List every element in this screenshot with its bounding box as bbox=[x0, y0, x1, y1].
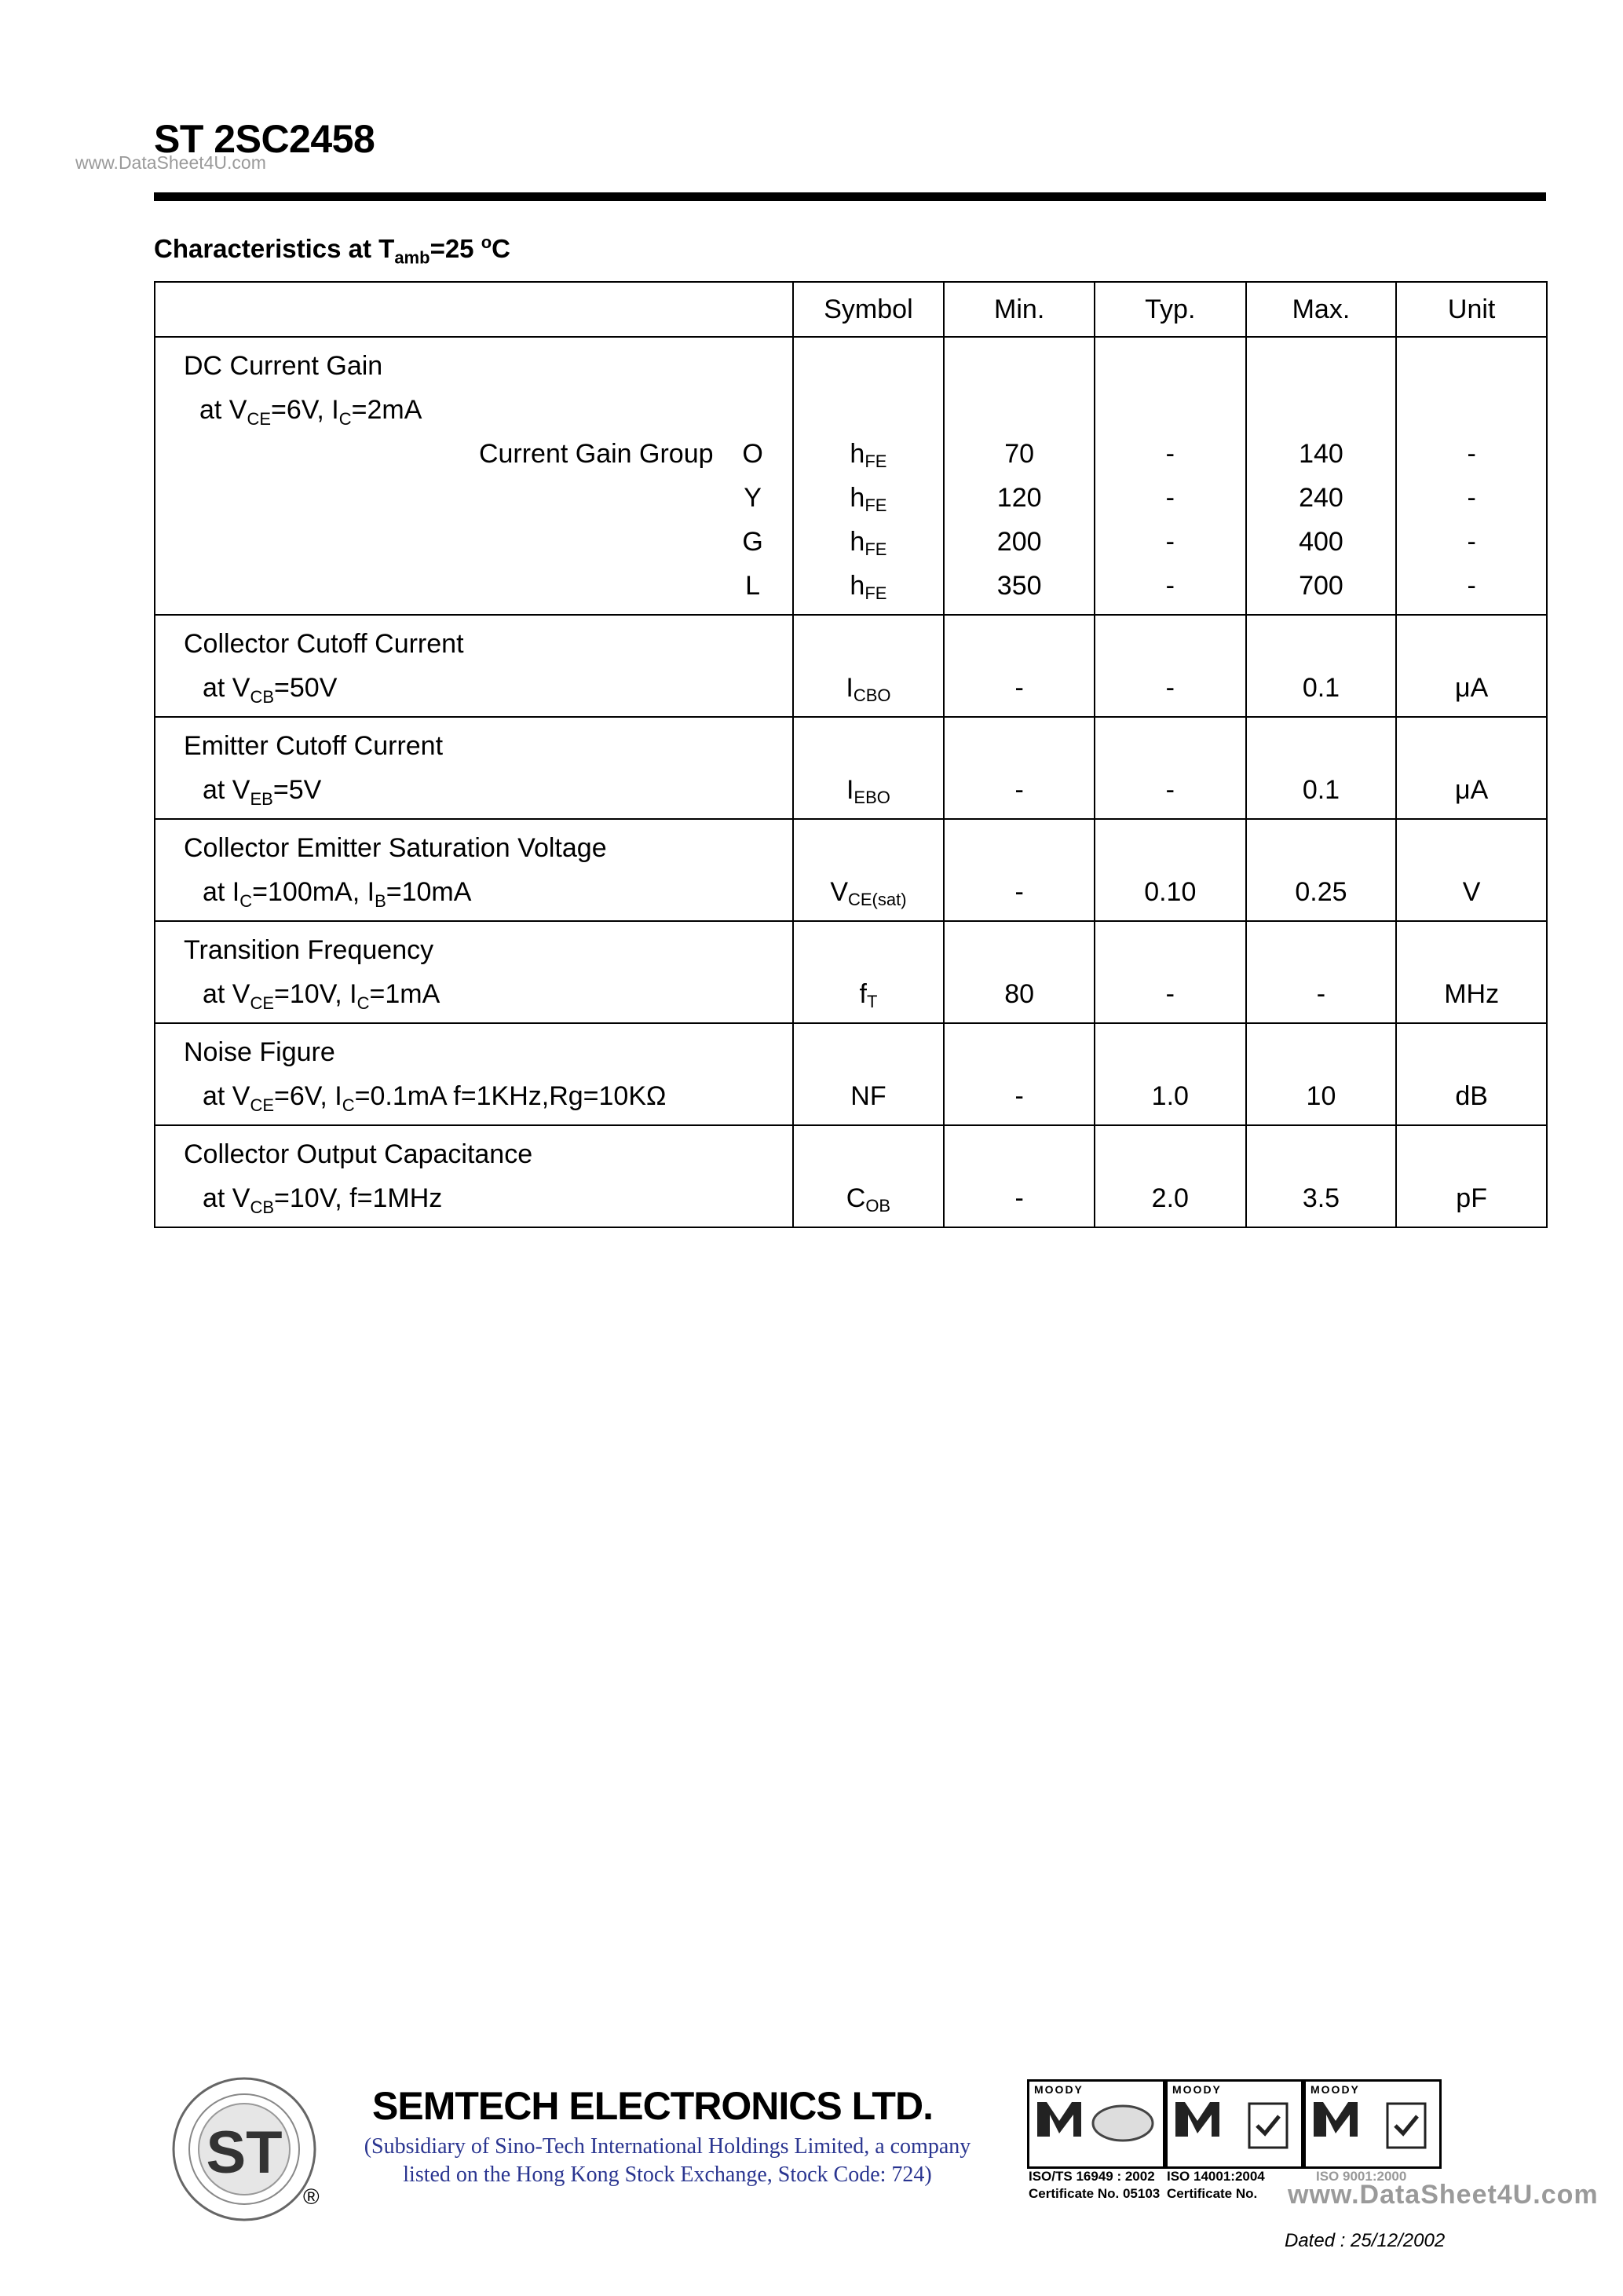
parameter-cell bbox=[155, 1125, 793, 1227]
unit-cell: - - - - bbox=[1396, 337, 1547, 615]
header-max: Max. bbox=[1246, 282, 1397, 337]
cert-caption: ISO/TS 16949 : 2002 bbox=[1029, 2169, 1155, 2184]
typ-cell: - bbox=[1095, 615, 1246, 717]
symbol-cell: ICBO bbox=[793, 615, 945, 717]
parameter-title: Transition Frequency bbox=[184, 935, 434, 965]
cert-caption: Certificate No. 05103 bbox=[1029, 2186, 1161, 2201]
moody-m-icon bbox=[1312, 2099, 1359, 2138]
min-cell: - bbox=[944, 1023, 1095, 1125]
gain-group-row bbox=[184, 476, 792, 520]
gain-group-letter: O bbox=[742, 439, 763, 469]
parameter-cell bbox=[155, 337, 793, 615]
symbol-cell: hFE hFE hFE hFE bbox=[793, 337, 945, 615]
characteristics-table bbox=[154, 281, 1548, 1228]
dated-text: Dated : 25/12/2002 bbox=[1285, 2230, 1446, 2251]
max-cell: 10 bbox=[1246, 1023, 1397, 1125]
watermark-bottom: www.DataSheet4U.com bbox=[1288, 2180, 1599, 2210]
max-cell: 0.1 bbox=[1246, 717, 1397, 819]
cert-caption: Certificate No. bbox=[1167, 2186, 1258, 2201]
zert-q-icon bbox=[1089, 2102, 1157, 2144]
logo-text: ST bbox=[206, 2119, 283, 2186]
cert-badge-iso-9001: MOODY bbox=[1303, 2079, 1442, 2169]
typ-cell: - - - - bbox=[1095, 337, 1246, 615]
gain-group-row bbox=[184, 564, 792, 608]
semtech-logo bbox=[170, 2075, 319, 2224]
cert-badge-iso-14001: MOODY bbox=[1165, 2079, 1303, 2169]
parameter-condition: at $V_{EB}=5V$ bbox=[203, 775, 322, 809]
gain-group-row bbox=[184, 520, 792, 564]
header-parameter bbox=[155, 282, 793, 337]
ukas-crown-icon bbox=[1384, 2100, 1428, 2151]
table-row bbox=[155, 717, 1547, 819]
company-name: SEMTECH ELECTRONICS LTD. bbox=[372, 2084, 933, 2128]
moody-m-icon bbox=[1174, 2099, 1221, 2138]
min-cell: - bbox=[944, 819, 1095, 921]
parameter-condition: at $V_{CE}=6V$, $I_C=0.1mA$ f=1KHz,Rg=10KΩ bbox=[203, 1081, 667, 1115]
max-cell: 140 240 400 700 bbox=[1246, 337, 1397, 615]
gain-group-letter: Y bbox=[744, 483, 762, 513]
watermark-top: www.DataSheet4U.com bbox=[75, 152, 266, 173]
parameter-title: Collector Output Capacitance bbox=[184, 1139, 533, 1169]
cert-badge-iso-ts: MOODY bbox=[1027, 2079, 1165, 2169]
parameter-title: DC Current Gain bbox=[184, 351, 383, 381]
header-unit: Unit bbox=[1396, 282, 1547, 337]
parameter-title: Collector Cutoff Current bbox=[184, 629, 464, 659]
parameter-cell bbox=[155, 717, 793, 819]
moody-m-icon bbox=[1036, 2099, 1083, 2138]
parameter-condition: at $V_{CE}=6V$, $I_C=2mA$ bbox=[199, 395, 422, 429]
parameter-condition: at $V_{CB}=50V$ bbox=[203, 673, 338, 707]
typ-cell: - bbox=[1095, 717, 1246, 819]
unit-cell: V bbox=[1396, 819, 1547, 921]
symbol-cell: IEBO bbox=[793, 717, 945, 819]
min-cell: 80 bbox=[944, 921, 1095, 1023]
header-symbol: Symbol bbox=[793, 282, 945, 337]
max-cell: - bbox=[1246, 921, 1397, 1023]
registered-mark: ® bbox=[303, 2184, 320, 2209]
min-cell: - bbox=[944, 615, 1095, 717]
typ-cell: 2.0 bbox=[1095, 1125, 1246, 1227]
gain-group-letter: L bbox=[745, 571, 760, 601]
unit-cell: μA bbox=[1396, 615, 1547, 717]
parameter-condition: at $V_{CE}=10V$, $I_C=1mA$ bbox=[203, 979, 440, 1013]
parameter-cell bbox=[155, 1023, 793, 1125]
symbol-cell: VCE(sat) bbox=[793, 819, 945, 921]
typ-cell: 1.0 bbox=[1095, 1023, 1246, 1125]
min-cell: 70 120 200 350 bbox=[944, 337, 1095, 615]
cert-caption: ISO 9001:2000 bbox=[1316, 2169, 1407, 2184]
gain-group-letter: G bbox=[742, 527, 763, 557]
unit-cell: pF bbox=[1396, 1125, 1547, 1227]
section-heading: Characteristics at $T_{amb}=25$ $^o$C bbox=[154, 232, 511, 268]
symbol-cell: fT bbox=[793, 921, 945, 1023]
max-cell: 3.5 bbox=[1246, 1125, 1397, 1227]
unit-cell: dB bbox=[1396, 1023, 1547, 1125]
table-row bbox=[155, 819, 1547, 921]
parameter-title: Emitter Cutoff Current bbox=[184, 731, 444, 761]
header-typ: Typ. bbox=[1095, 282, 1246, 337]
table-row bbox=[155, 615, 1547, 717]
parameter-title: Collector Emitter Saturation Voltage bbox=[184, 833, 607, 863]
unit-cell: μA bbox=[1396, 717, 1547, 819]
table-row bbox=[155, 921, 1547, 1023]
min-cell: - bbox=[944, 717, 1095, 819]
parameter-cell bbox=[155, 819, 793, 921]
gain-group-label: Current Gain Group bbox=[478, 439, 714, 469]
parameter-cell bbox=[155, 921, 793, 1023]
page-title: ST 2SC2458 bbox=[154, 117, 375, 161]
subsidiary-note: (Subsidiary of Sino-Tech International Holdings Limited, a company listed on the Hong Kong Stock Exchange, Stock Code: 724) bbox=[364, 2134, 971, 2187]
table-row bbox=[155, 337, 1547, 615]
typ-cell: - bbox=[1095, 921, 1246, 1023]
ukas-crown-icon bbox=[1246, 2100, 1290, 2151]
symbol-cell: COB bbox=[793, 1125, 945, 1227]
parameter-condition: at $I_C=100mA$, $I_B=10mA$ bbox=[203, 877, 472, 911]
table-header-row bbox=[155, 282, 1547, 337]
parameter-condition: at $V_{CB}=10V$, f=1MHz bbox=[203, 1183, 443, 1217]
min-cell: - bbox=[944, 1125, 1095, 1227]
max-cell: 0.1 bbox=[1246, 615, 1397, 717]
table-row bbox=[155, 1023, 1547, 1125]
cert-caption: ISO 14001:2004 bbox=[1167, 2169, 1265, 2184]
unit-cell: MHz bbox=[1396, 921, 1547, 1023]
symbol-cell: NF bbox=[793, 1023, 945, 1125]
header-min: Min. bbox=[944, 282, 1095, 337]
typ-cell: 0.10 bbox=[1095, 819, 1246, 921]
header-rule bbox=[154, 192, 1546, 201]
parameter-cell bbox=[155, 615, 793, 717]
gain-group-row bbox=[184, 432, 792, 476]
table-row bbox=[155, 1125, 1547, 1227]
parameter-title: Noise Figure bbox=[184, 1037, 335, 1067]
max-cell: 0.25 bbox=[1246, 819, 1397, 921]
